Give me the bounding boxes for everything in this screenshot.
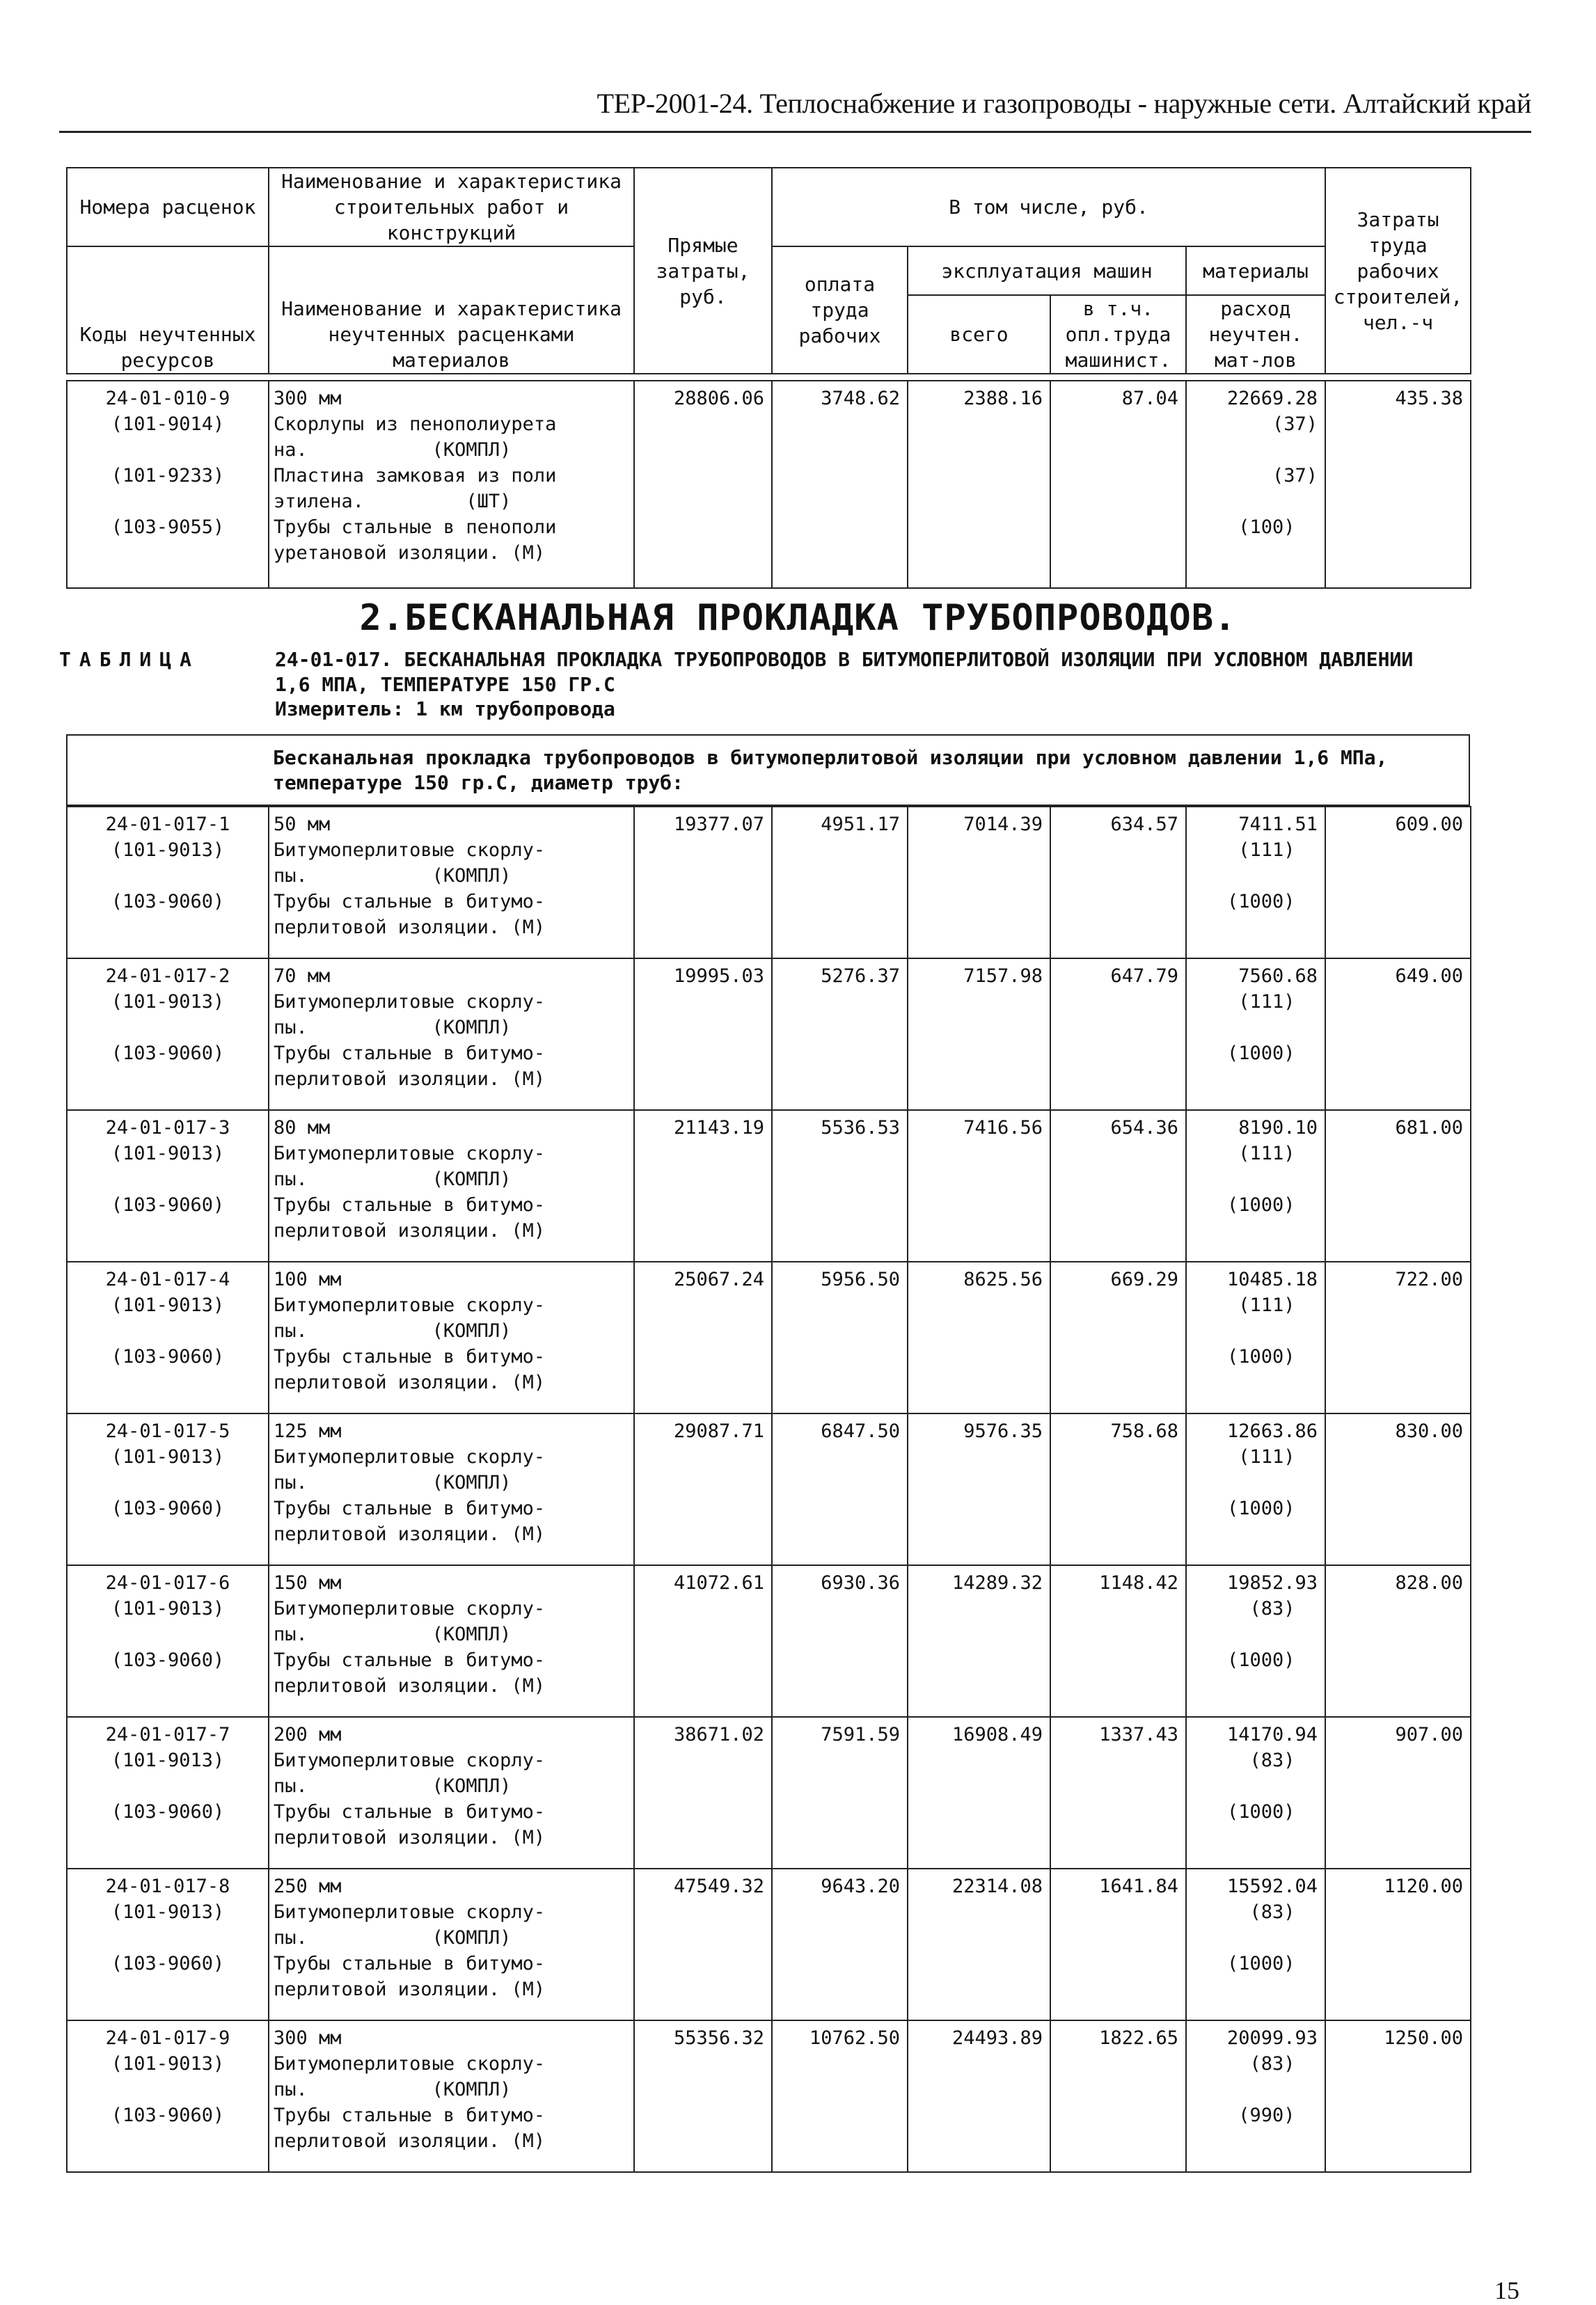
res-qty: (37) bbox=[1272, 465, 1318, 486]
col-codes-top: Номера расценок bbox=[67, 168, 269, 246]
row-name-cell bbox=[269, 381, 634, 588]
row-name-cell bbox=[269, 1565, 634, 1717]
row-code-cell bbox=[67, 958, 269, 1110]
machines-total: 16908.49 bbox=[908, 1717, 1050, 1869]
res-name-line: Трубы стальные в битумо- bbox=[274, 1194, 546, 1216]
res-qty: (111) bbox=[1238, 1294, 1295, 1316]
machines-wages: 1641.84 bbox=[1050, 1869, 1186, 2020]
res-name-line: перлитовой изоляции. (М) bbox=[274, 1068, 546, 1090]
machines-wages: 654.36 bbox=[1050, 1110, 1186, 1262]
res-qty: (111) bbox=[1238, 1143, 1295, 1164]
row-code-cell bbox=[67, 1565, 269, 1717]
res-name-line: Скорлупы из пенополиурета bbox=[274, 413, 557, 435]
materials-cell bbox=[1186, 381, 1325, 588]
row-name-cell bbox=[269, 2020, 634, 2172]
table-caption bbox=[59, 647, 1414, 696]
row-code-cell bbox=[67, 2020, 269, 2172]
row-code-cell bbox=[67, 381, 269, 588]
row-code: 24-01-017-3 bbox=[105, 1117, 230, 1139]
materials-cost: 20099.93 bbox=[1226, 2027, 1318, 2049]
row-name-cell bbox=[269, 1110, 634, 1262]
row-code: 24-01-017-6 bbox=[105, 1572, 230, 1594]
materials-cost: 10485.18 bbox=[1226, 1269, 1318, 1290]
direct-cost: 29087.71 bbox=[634, 1413, 772, 1565]
res-qty: (1000) bbox=[1226, 1498, 1295, 1519]
labor-cost: 609.00 bbox=[1325, 807, 1471, 958]
column-header-table bbox=[66, 167, 1471, 374]
materials-cell bbox=[1186, 1869, 1325, 2020]
res-name-line: перлитовой изоляции. (М) bbox=[274, 1372, 546, 1393]
res-code: (101-9013) bbox=[111, 2053, 225, 2075]
row-code: 24-01-017-9 bbox=[105, 2027, 230, 2049]
materials-cost: 7411.51 bbox=[1238, 814, 1318, 835]
row-code: 24-01-017-5 bbox=[105, 1420, 230, 1442]
res-qty: (83) bbox=[1249, 2053, 1295, 2075]
table-row bbox=[67, 958, 1471, 1110]
wages-cost: 6847.50 bbox=[772, 1413, 908, 1565]
row-code: 24-01-017-7 bbox=[105, 1724, 230, 1745]
materials-cost: 8190.10 bbox=[1238, 1117, 1318, 1139]
table-title: 24-01-017. БЕСКАНАЛЬНАЯ ПРОКЛАДКА ТРУБОПРОВОДОВ В БИТУМОПЕРЛИТОВОЙ ИЗОЛЯЦИИ ПРИ УСЛОВНОМ ДАВЛЕНИИ 1,6 МПА, ТЕМПЕРАТУРЕ 150 ГР.С bbox=[275, 648, 1414, 696]
materials-cell bbox=[1186, 1110, 1325, 1262]
row-name: 150 мм bbox=[274, 1572, 342, 1594]
res-qty: (1000) bbox=[1226, 1043, 1295, 1064]
res-name-line: Трубы стальные в битумо- bbox=[274, 1346, 546, 1368]
res-code: (103-9060) bbox=[111, 1346, 225, 1368]
res-code: (101-9013) bbox=[111, 839, 225, 861]
table-row bbox=[67, 1869, 1471, 2020]
materials-cell bbox=[1186, 2020, 1325, 2172]
wages-cost: 4951.17 bbox=[772, 807, 908, 958]
row-code: 24-01-017-8 bbox=[105, 1876, 230, 1897]
res-name-line: Битумоперлитовые скорлу- bbox=[274, 1143, 546, 1164]
col-machines: эксплуатация машин bbox=[908, 246, 1186, 295]
table-row bbox=[67, 1565, 1471, 1717]
wages-cost: 5956.50 bbox=[772, 1262, 908, 1413]
labor-cost: 907.00 bbox=[1325, 1717, 1471, 1869]
materials-cost: 12663.86 bbox=[1226, 1420, 1318, 1442]
res-code: (101-9014) bbox=[111, 413, 225, 435]
res-code: (103-9060) bbox=[111, 1194, 225, 1216]
materials-cell bbox=[1186, 807, 1325, 958]
row-name-cell bbox=[269, 1869, 634, 2020]
direct-cost: 19995.03 bbox=[634, 958, 772, 1110]
res-name-line: пы. (КОМПЛ) bbox=[274, 1169, 512, 1190]
machines-total: 2388.16 bbox=[908, 381, 1050, 588]
materials-cost: 14170.94 bbox=[1226, 1724, 1318, 1745]
res-name-line: Битумоперлитовые скорлу- bbox=[274, 1901, 546, 1923]
row-name: 250 мм bbox=[274, 1876, 342, 1897]
rates-table bbox=[66, 806, 1471, 2173]
direct-cost: 41072.61 bbox=[634, 1565, 772, 1717]
res-qty: (1000) bbox=[1226, 1346, 1295, 1368]
res-qty: (990) bbox=[1238, 2105, 1295, 2126]
direct-cost: 21143.19 bbox=[634, 1110, 772, 1262]
direct-cost: 47549.32 bbox=[634, 1869, 772, 2020]
materials-cost: 19852.93 bbox=[1226, 1572, 1318, 1594]
col-machines-total: всего bbox=[908, 295, 1050, 374]
res-code: (103-9060) bbox=[111, 1498, 225, 1519]
row-code-cell bbox=[67, 1262, 269, 1413]
res-code: (103-9060) bbox=[111, 891, 225, 912]
res-name-line: пы. (КОМПЛ) bbox=[274, 1624, 512, 1645]
res-qty: (111) bbox=[1238, 839, 1295, 861]
machines-wages: 87.04 bbox=[1050, 381, 1186, 588]
row-name-cell bbox=[269, 1413, 634, 1565]
machines-wages: 1822.65 bbox=[1050, 2020, 1186, 2172]
materials-cost: 22669.28 bbox=[1226, 388, 1318, 409]
machines-total: 22314.08 bbox=[908, 1869, 1050, 2020]
res-code: (101-9013) bbox=[111, 1294, 225, 1316]
row-name: 70 мм bbox=[274, 965, 331, 987]
res-name-line: Трубы стальные в пенополи bbox=[274, 516, 557, 538]
res-qty: (1000) bbox=[1226, 1194, 1295, 1216]
row-code-cell bbox=[67, 1413, 269, 1565]
res-name-line: перлитовой изоляции. (М) bbox=[274, 1220, 546, 1242]
page-header: ТЕР-2001-24. Теплоснабжение и газопроводы - наружные сети. Алтайский край bbox=[596, 88, 1531, 119]
res-code: (103-9055) bbox=[111, 516, 225, 538]
machines-wages: 1148.42 bbox=[1050, 1565, 1186, 1717]
col-codes-bottom: Коды неучтенных ресурсов bbox=[67, 246, 269, 374]
res-name-line: Битумоперлитовые скорлу- bbox=[274, 991, 546, 1013]
res-name-line: перлитовой изоляции. (М) bbox=[274, 1523, 546, 1545]
res-code: (101-9013) bbox=[111, 1143, 225, 1164]
col-wages: оплата труда рабочих bbox=[772, 246, 908, 374]
res-name-line: Битумоперлитовые скорлу- bbox=[274, 839, 546, 861]
materials-cell bbox=[1186, 958, 1325, 1110]
row-code-cell bbox=[67, 1110, 269, 1262]
row-code: 24-01-010-9 bbox=[105, 388, 230, 409]
res-qty: (83) bbox=[1249, 1750, 1295, 1771]
res-code: (101-9013) bbox=[111, 1598, 225, 1619]
materials-cell bbox=[1186, 1565, 1325, 1717]
row-name: 50 мм bbox=[274, 814, 331, 835]
wages-cost: 6930.36 bbox=[772, 1565, 908, 1717]
wages-cost: 9643.20 bbox=[772, 1869, 908, 2020]
col-materials: материалы bbox=[1186, 246, 1325, 295]
row-name-cell bbox=[269, 807, 634, 958]
machines-total: 7416.56 bbox=[908, 1110, 1050, 1262]
table-row bbox=[67, 1262, 1471, 1413]
res-qty: (1000) bbox=[1226, 891, 1295, 912]
col-name-top: Наименование и характеристика строительных работ и конструкций bbox=[269, 168, 634, 246]
row-name-cell bbox=[269, 958, 634, 1110]
row-code: 24-01-017-1 bbox=[105, 814, 230, 835]
machines-wages: 758.68 bbox=[1050, 1413, 1186, 1565]
table-row bbox=[67, 1110, 1471, 1262]
res-qty: (37) bbox=[1272, 413, 1318, 435]
res-code: (101-9013) bbox=[111, 1901, 225, 1923]
col-labor: Затраты труда рабочих строителей, чел.-ч bbox=[1325, 168, 1471, 374]
res-code: (103-9060) bbox=[111, 1649, 225, 1671]
res-name-line: пы. (КОМПЛ) bbox=[274, 1775, 512, 1797]
res-name-line: Трубы стальные в битумо- bbox=[274, 1498, 546, 1519]
res-code: (103-9060) bbox=[111, 1953, 225, 1974]
wages-cost: 10762.50 bbox=[772, 2020, 908, 2172]
col-incl: В том числе, руб. bbox=[772, 168, 1325, 246]
labor-cost: 830.00 bbox=[1325, 1413, 1471, 1565]
page-number: 15 bbox=[1494, 2276, 1519, 2304]
res-name-line: пы. (КОМПЛ) bbox=[274, 1017, 512, 1038]
machines-total: 7014.39 bbox=[908, 807, 1050, 958]
table-row bbox=[67, 807, 1471, 958]
labor-cost: 722.00 bbox=[1325, 1262, 1471, 1413]
res-code: (103-9060) bbox=[111, 1801, 225, 1823]
res-name-line: перлитовой изоляции. (М) bbox=[274, 917, 546, 938]
res-name-line: Трубы стальные в битумо- bbox=[274, 1649, 546, 1671]
table-label: ТАБЛИЦА bbox=[59, 648, 200, 671]
machines-total: 24493.89 bbox=[908, 2020, 1050, 2172]
res-name-line: Трубы стальные в битумо- bbox=[274, 1801, 546, 1823]
materials-cell bbox=[1186, 1262, 1325, 1413]
machines-wages: 669.29 bbox=[1050, 1262, 1186, 1413]
wages-cost: 7591.59 bbox=[772, 1717, 908, 1869]
row-name: 100 мм bbox=[274, 1269, 342, 1290]
direct-cost: 28806.06 bbox=[634, 381, 772, 588]
header-divider bbox=[59, 131, 1531, 133]
res-name-line: Битумоперлитовые скорлу- bbox=[274, 1598, 546, 1619]
res-name-line: пы. (КОМПЛ) bbox=[274, 1927, 512, 1949]
previous-table-row bbox=[66, 380, 1471, 589]
res-name-line: уретановой изоляции. (М) bbox=[274, 542, 546, 564]
table-row bbox=[67, 2020, 1471, 2172]
labor-cost: 435.38 bbox=[1325, 381, 1471, 588]
row-name-cell bbox=[269, 1717, 634, 1869]
wages-cost: 3748.62 bbox=[772, 381, 908, 588]
res-code: (103-9060) bbox=[111, 1043, 225, 1064]
table-row bbox=[67, 1717, 1471, 1869]
res-code: (103-9060) bbox=[111, 2105, 225, 2126]
res-qty: (111) bbox=[1238, 991, 1295, 1013]
table-intro bbox=[66, 734, 1470, 806]
res-qty: (83) bbox=[1249, 1901, 1295, 1923]
res-name-line: перлитовой изоляции. (М) bbox=[274, 1827, 546, 1848]
labor-cost: 681.00 bbox=[1325, 1110, 1471, 1262]
row-name: 300 мм bbox=[274, 388, 342, 409]
res-name-line: Трубы стальные в битумо- bbox=[274, 891, 546, 912]
row-code: 24-01-017-2 bbox=[105, 965, 230, 987]
res-code: (101-9013) bbox=[111, 1750, 225, 1771]
row-code: 24-01-017-4 bbox=[105, 1269, 230, 1290]
res-name-line: Трубы стальные в битумо- bbox=[274, 2105, 546, 2126]
res-qty: (100) bbox=[1238, 516, 1295, 538]
row-name: 200 мм bbox=[274, 1724, 342, 1745]
section-title: 2.БЕСКАНАЛЬНАЯ ПРОКЛАДКА ТРУБОПРОВОДОВ. bbox=[359, 597, 1237, 639]
row-name: 125 мм bbox=[274, 1420, 342, 1442]
machines-wages: 647.79 bbox=[1050, 958, 1186, 1110]
res-qty: (111) bbox=[1238, 1446, 1295, 1468]
res-name-line: Битумоперлитовые скорлу- bbox=[274, 1446, 546, 1468]
res-name-line: Трубы стальные в битумо- bbox=[274, 1953, 546, 1974]
col-machines-wages: в т.ч. опл.труда машинист. bbox=[1050, 295, 1186, 374]
wages-cost: 5276.37 bbox=[772, 958, 908, 1110]
labor-cost: 649.00 bbox=[1325, 958, 1471, 1110]
res-name-line: перлитовой изоляции. (М) bbox=[274, 1979, 546, 2000]
res-qty: (1000) bbox=[1226, 1953, 1295, 1974]
machines-total: 9576.35 bbox=[908, 1413, 1050, 1565]
res-name-line: Битумоперлитовые скорлу- bbox=[274, 1294, 546, 1316]
intro-text: Бесканальная прокладка трубопроводов в битумоперлитовой изоляции при условном давлении 1,6 МПа, температуре 150 гр.С, диаметр труб: bbox=[273, 746, 1388, 794]
machines-total: 8625.56 bbox=[908, 1262, 1050, 1413]
res-code: (101-9013) bbox=[111, 991, 225, 1013]
res-qty: (83) bbox=[1249, 1598, 1295, 1619]
machines-total: 7157.98 bbox=[908, 958, 1050, 1110]
col-direct: Прямые затраты, руб. bbox=[634, 168, 772, 374]
res-name-line: Трубы стальные в битумо- bbox=[274, 1043, 546, 1064]
res-name-line: пы. (КОМПЛ) bbox=[274, 865, 512, 887]
row-name: 300 мм bbox=[274, 2027, 342, 2049]
table-row bbox=[67, 1413, 1471, 1565]
row-name: 80 мм bbox=[274, 1117, 331, 1139]
labor-cost: 1120.00 bbox=[1325, 1869, 1471, 2020]
machines-wages: 634.57 bbox=[1050, 807, 1186, 958]
res-name-line: перлитовой изоляции. (М) bbox=[274, 2130, 546, 2152]
res-name-line: на. (КОМПЛ) bbox=[274, 439, 512, 461]
row-code-cell bbox=[67, 807, 269, 958]
direct-cost: 25067.24 bbox=[634, 1262, 772, 1413]
labor-cost: 828.00 bbox=[1325, 1565, 1471, 1717]
direct-cost: 19377.07 bbox=[634, 807, 772, 958]
machines-wages: 1337.43 bbox=[1050, 1717, 1186, 1869]
res-qty: (1000) bbox=[1226, 1649, 1295, 1671]
res-name-line: Битумоперлитовые скорлу- bbox=[274, 2053, 546, 2075]
res-name-line: перлитовой изоляции. (М) bbox=[274, 1675, 546, 1697]
materials-cost: 15592.04 bbox=[1226, 1876, 1318, 1897]
res-name-line: пы. (КОМПЛ) bbox=[274, 1320, 512, 1342]
res-code: (101-9233) bbox=[111, 465, 225, 486]
res-name-line: Битумоперлитовые скорлу- bbox=[274, 1750, 546, 1771]
row-name-cell bbox=[269, 1262, 634, 1413]
materials-cost: 7560.68 bbox=[1238, 965, 1318, 987]
res-name-line: пы. (КОМПЛ) bbox=[274, 1472, 512, 1494]
materials-cell bbox=[1186, 1413, 1325, 1565]
machines-total: 14289.32 bbox=[908, 1565, 1050, 1717]
direct-cost: 55356.32 bbox=[634, 2020, 772, 2172]
col-name-bottom: Наименование и характеристика неучтенных расценками материалов bbox=[269, 246, 634, 374]
res-name-line: этилена. (ШТ) bbox=[274, 491, 512, 512]
row-code-cell bbox=[67, 1717, 269, 1869]
row-code-cell bbox=[67, 1869, 269, 2020]
direct-cost: 38671.02 bbox=[634, 1717, 772, 1869]
labor-cost: 1250.00 bbox=[1325, 2020, 1471, 2172]
res-qty: (1000) bbox=[1226, 1801, 1295, 1823]
materials-cell bbox=[1186, 1717, 1325, 1869]
col-materials-sub: расход неучтен. мат-лов bbox=[1186, 295, 1325, 374]
measure-unit: Измеритель: 1 км трубопровода bbox=[275, 697, 615, 720]
res-code: (101-9013) bbox=[111, 1446, 225, 1468]
wages-cost: 5536.53 bbox=[772, 1110, 908, 1262]
res-name-line: пы. (КОМПЛ) bbox=[274, 2079, 512, 2100]
res-name-line: Пластина замковая из поли bbox=[274, 465, 557, 486]
